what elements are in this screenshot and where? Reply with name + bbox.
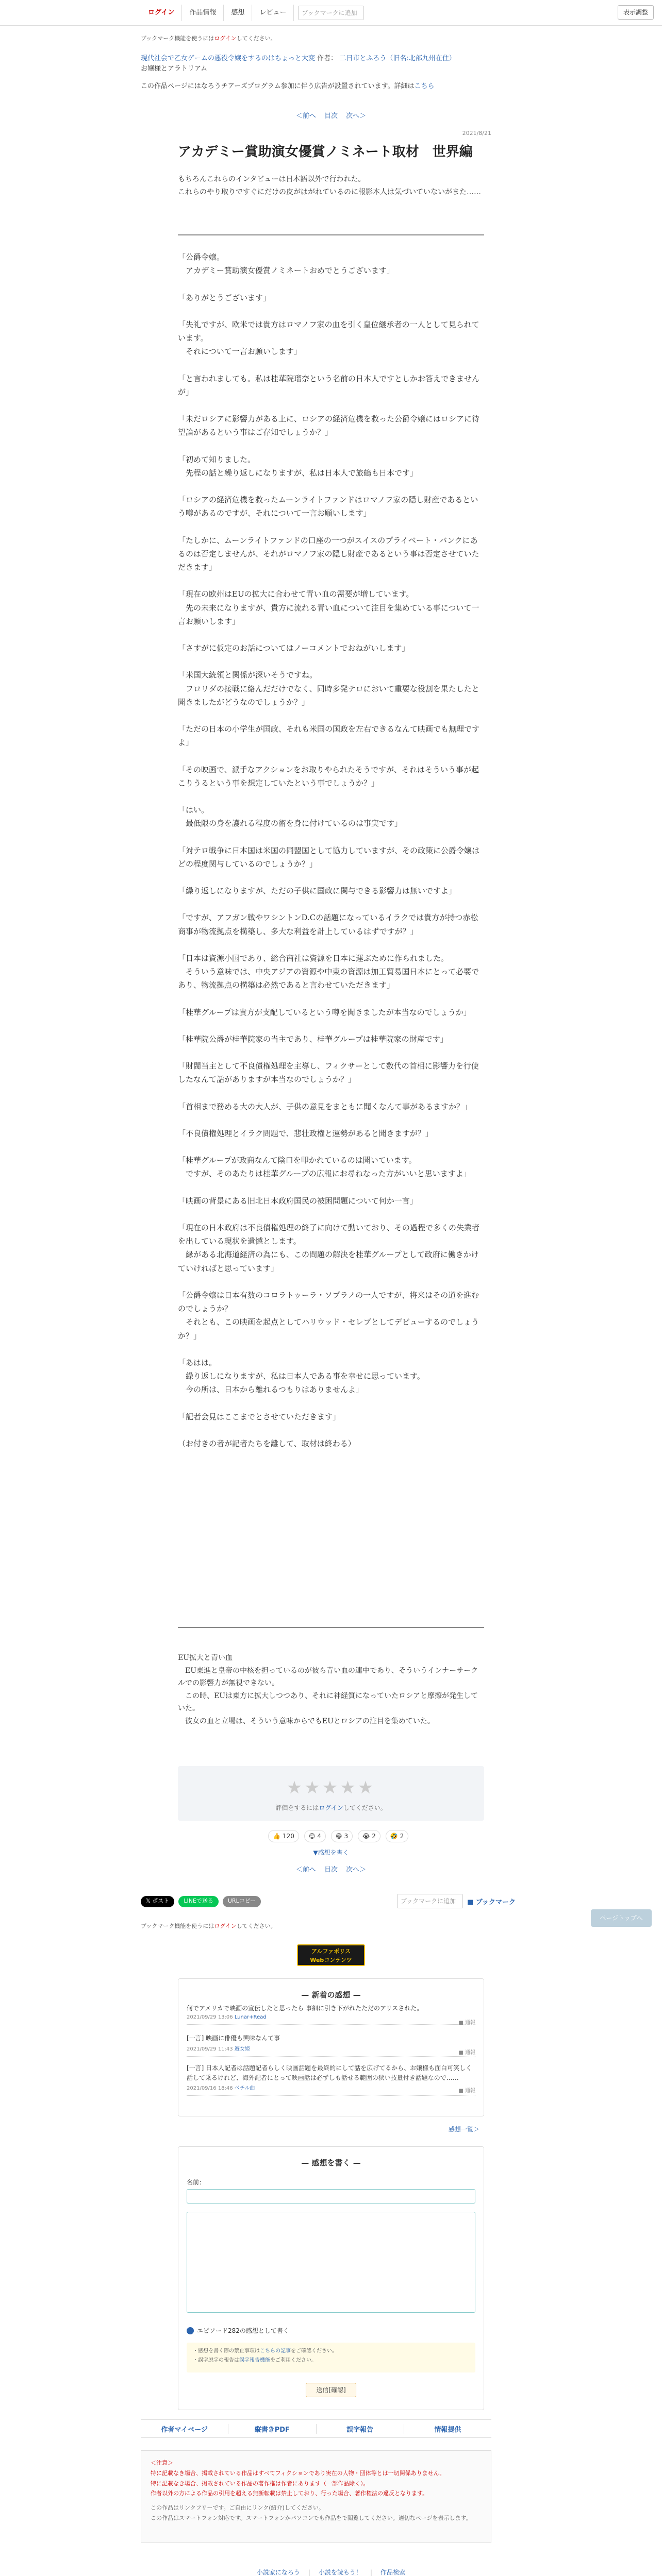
bookmark-login-notice-bottom: ブックマーク機能を使うにはログインしてください。	[141, 1923, 276, 1929]
series-info	[141, 54, 491, 92]
bottom-link[interactable]: 作品検索	[380, 2569, 406, 2576]
episode-paragraph: 「ロシアの経済危機を救ったムーンライトファンドはロマノフ家の隠し財産であるという噂があるのですが、それについて一言お願いします」	[178, 495, 478, 518]
episode-paragraph: （お付きの者が記者たちを離して、取材は終わる）	[178, 1438, 356, 1448]
login-link[interactable]: ログイン	[141, 5, 182, 21]
reaction-icon: 👍	[273, 1833, 280, 1840]
impression-meta	[187, 2044, 475, 2052]
new-impressions-title: — 新着の感想 —	[301, 1990, 361, 1999]
bottom-link[interactable]: 小説家になろう	[256, 2569, 300, 2576]
display-settings-button[interactable]: 表示調整	[618, 5, 654, 20]
episode-paragraph: 「首相まで務める大の大人が、子供の意見をまともに聞くなんて事があるますか？」	[178, 1101, 472, 1111]
episode-paragraph: 「財閥当主として不良債権処理を主導し、フィクサーとして数代の首相に影響力を行使したなんて話がありますが本当なのでしょうか？」	[178, 1061, 479, 1084]
notice-login-link[interactable]: ログイン	[214, 35, 237, 42]
episode-paragraph: 「失礼ですが、欧米では貴方はロマノフ家の血を引く皇位継承者の一人として見られています。 それについて一言お願いします」	[178, 319, 479, 357]
episode-paragraph: 「不良債権処理とイラク問題で、悲壮政権と運勢があると聞きますが？」	[178, 1128, 433, 1138]
impression-date: 2021/09/29 13:06	[187, 2014, 233, 2020]
series-chapter-name: お嬢様とアラトリアム	[141, 65, 208, 73]
episode-paragraph: 「映画の背景にある旧北日本政府国民の被困問題について何か一言」	[178, 1196, 418, 1206]
reaction-count: 4	[317, 1833, 322, 1840]
rules-article-link[interactable]: こちらの記事	[260, 2348, 291, 2354]
reaction-count: 3	[344, 1833, 349, 1840]
reaction-bar	[268, 1830, 408, 1842]
review-link[interactable]: レビュー	[252, 5, 294, 21]
bottom-links	[0, 2568, 662, 2576]
work-info-link[interactable]: 作品情報	[182, 5, 224, 21]
name-input[interactable]	[187, 2189, 475, 2204]
impression-textarea[interactable]	[187, 2212, 475, 2313]
episode-checkbox[interactable]	[187, 2327, 194, 2334]
bottom-link-separator: |	[308, 2569, 310, 2576]
impression-rules-box: ・感想を書く際の禁止事項はこちらの記事をご確認ください。 ・誤字脱字の報告は誤字報告機能をご利用ください。	[187, 2343, 475, 2372]
impression-text: [一言] 日本人記者は話題記者らしく映画話題を最終的にして話を広げてるから、お嬢様も面白可笑しく話して乗るけれど、海外記者にとって映画話は必ずしも話せる範囲の狭い技量付き話題なので……	[187, 2064, 472, 2081]
rating-box	[178, 1766, 484, 1821]
impression-user-link[interactable]: ベチル曲	[234, 2086, 255, 2092]
copy-url-button[interactable]: URLコピー	[223, 1896, 261, 1907]
episode-preface: もちろんこれらのインタビューは日本語以外で行われた。 これらのやり取りですぐにだけの皮がはがれているのに報影本人は気づいていないがまた……	[178, 175, 481, 196]
rating-login-link[interactable]: ログイン	[319, 1804, 343, 1811]
reaction-icon: 😊	[308, 1833, 316, 1840]
episode-paragraph: 「繰り返しになりますが、ただの子供に国政に関与できる影響力は無いですよ」	[178, 886, 457, 895]
episode-paragraph: 「初めて知りました。 先程の話と繰り返しになりますが、私は日本人で旅鶴も日本です」	[178, 454, 418, 478]
alphapolis-logo[interactable]: アルファポリス Webコンテンツ	[297, 1944, 365, 1966]
footer-link[interactable]: 情報提供	[434, 2426, 461, 2434]
reaction-count: 2	[400, 1833, 404, 1840]
reaction-count: 2	[372, 1833, 376, 1840]
series-title-row: 現代社会で乙女ゲームの悪役令嬢をするのはちょっと大変 作者： 二日市とふろう（旧名:北部九州在住）	[141, 55, 456, 62]
impression-meta	[187, 2083, 475, 2091]
pager-top	[0, 110, 662, 120]
episode-paragraph: 「桂華グループが政商なんて陰口を叩かれているのは聞いています。 ですが、そのあたりは桂華グループの広報にお尋ねなった方がいいと思いますよ」	[178, 1156, 471, 1179]
footer-link[interactable]: 縦書きPDF	[228, 2424, 316, 2434]
reaction-count: 120	[282, 1833, 294, 1840]
next-link[interactable]: 次へ＞	[346, 112, 367, 120]
name-label: 名前：	[187, 2179, 206, 2186]
caution-box: ＜注意＞ 特に記載なき場合、掲載されている作品はすべてフィクションであり実在の人物・団体等とは一切関係ありません。 特に記載なき場合、掲載されている作品の著作権は作者にあります（一部作品除く）。 作者以外の方による作品の引用を超える無断転載は禁止しており、行った場合、著作権法の違反となります。 この作品はリンクフリーです。ご自由にリンク(紹介)してください。 この作品はスマートフォン対応です。スマートフォンかパソコンでも作品をで閲覧してください。適切なページを表示します。	[141, 2450, 491, 2543]
bookmark-add-button-bottom[interactable]: ブックマークに追加	[397, 1894, 463, 1908]
episode-paragraph: 「たしかに、ムーンライトファンドの口座の一つがスイスのプライベート・バンクにあるのは否定しませんが、それがロマノフ家の隠し財産であるという事は否定させていただきます」	[178, 535, 479, 572]
write-impression-panel	[178, 2146, 484, 2410]
impressions-link[interactable]: 感想	[224, 5, 252, 21]
episode-paragraph: 「桂華グループは貴方が支配しているという噂を聞きましたが本当なのでしょうか」	[178, 1007, 471, 1017]
episode-paragraph: 「ですが、アフガン戦やワシントンD.Cの話題になっているイラクでは貴方が持つ赤松商事が物流拠点を構築し、多大な利益を計上しているはずですが？」	[178, 913, 478, 936]
rating-stars[interactable]: ★★★★★	[286, 1777, 376, 1798]
afterword-divider	[178, 1627, 484, 1628]
bottom-link[interactable]: 小説を読もう！	[318, 2569, 362, 2576]
footer-link[interactable]: 誤字報告	[317, 2424, 404, 2434]
bookmark-add-button[interactable]: ブックマークに追加	[298, 6, 364, 20]
share-x-button[interactable]: 𝕏 ポスト	[141, 1896, 174, 1907]
episode-paragraph: 「さすがに仮定のお話についてはノーコメントでおねがいします」	[178, 643, 410, 653]
impression-report-link[interactable]: ■ 通報	[458, 2020, 475, 2026]
reaction-button[interactable]	[268, 1830, 299, 1842]
next-link-bottom[interactable]: 次へ＞	[346, 1866, 367, 1874]
bookmark-row	[397, 1894, 516, 1908]
reaction-button[interactable]	[386, 1830, 409, 1842]
footer-links	[141, 2419, 491, 2438]
page-top-button[interactable]: ページトップへ	[591, 1909, 652, 1927]
reaction-expand-link[interactable]: ▼感想を書く	[313, 1849, 349, 1856]
episode-paragraph: 「はい。 最低限の身を護れる程度の術を身に付けているのは事実です」	[178, 805, 403, 828]
prev-link[interactable]: ＜前へ	[295, 112, 316, 120]
share-buttons	[141, 1896, 261, 1907]
new-impressions-panel	[178, 1978, 484, 2116]
toc-link[interactable]: 目次	[324, 112, 338, 120]
reaction-icon: 😭	[362, 1833, 370, 1840]
reaction-icon: 🤣	[390, 1833, 398, 1840]
bookmark-link[interactable]: ■ ブックマーク	[467, 1898, 516, 1906]
impression-meta	[187, 2014, 475, 2020]
top-nav-items	[141, 4, 364, 22]
reaction-button[interactable]	[358, 1830, 380, 1842]
episode-paragraph: 「と言われましても。私は桂華院瑠奈という名前の日本人ですとしかお答えできませんが」	[178, 374, 480, 397]
episode-paragraph: 「現在の日本政府は不良債権処理の終了に向けて動いており、その過程で多くの失業者を出している現状を遺憾とします。 縁がある北海道経済の為にも、この問題の解決を桂華グループとして政府に働きかけていければと思っています」	[178, 1223, 480, 1273]
bottom-link-separator: |	[370, 2569, 373, 2576]
reaction-more	[0, 1848, 662, 1857]
episode-paragraph: 「対テロ戦争に日本国は米国の同盟国として協力していますが、その政策に公爵令嬢はどの程度関与しているのでしょうか？」	[178, 845, 480, 869]
prev-link-bottom[interactable]: ＜前へ	[295, 1866, 316, 1874]
episode-title: アカデミー賞助演女優賞ノミネート取材 世界編	[178, 144, 473, 160]
episode-afterword: EU拡大と青い血 EU東進と皇帝の中核を担っているのが彼ら青い血の連中であり、そういうインナーサークルでの影響力が無視できない。 この時、EUは東方に拡大しつつあり、それに神経質になっていたロシアと摩擦が発生していた。 彼女の血と立場は、そういう意味からでもEUとロシアの注目を集めていた。	[178, 1654, 478, 1725]
work-title-link[interactable]: 現代社会で乙女ゲームの悪役令嬢をするのはちょっと大変	[141, 55, 316, 62]
episode-paragraph: 「ありがとうございます」	[178, 293, 271, 302]
episode-paragraph: 「米国大統領と関係が深いそうですね。 フロリダの接戦に絡んだだけでなく、同時多発テロにおいて重要な役割を果たしたと聞きましたがどうなのでしょうか？」	[178, 670, 479, 707]
footer-link[interactable]: 作者マイページ	[141, 2424, 228, 2434]
episode-paragraph: 「公爵令嬢。 アカデミー賞助演女優賞ノミネートおめでとうございます」	[178, 252, 394, 276]
episode-checkbox-row[interactable]: エピソード282の感想として書く	[187, 2326, 289, 2335]
episode-date-row	[141, 130, 491, 140]
bookmark-login-notice: ブックマーク機能を使うにはログインしてください。	[141, 35, 276, 42]
impression-report-link[interactable]: ■ 通報	[458, 2088, 475, 2094]
impression-user-link[interactable]: Lunar+Read	[234, 2014, 267, 2020]
rating-login-note: 評価をするにはログインしてください。	[275, 1804, 387, 1811]
write-impression-title: — 感想を書く —	[301, 2158, 361, 2167]
pager-bottom	[0, 1864, 662, 1874]
impression-report-link[interactable]: ■ 通報	[458, 2050, 475, 2056]
episode-body	[178, 250, 484, 1464]
reaction-button[interactable]	[331, 1830, 353, 1842]
impression-item	[187, 2063, 475, 2096]
episode-paragraph: 「日本は資源小国であり、総合商社は資源を日本に運ぶために作られました。 そういう意味では、中央アジアの資源や中東の資源は加工貿易国日本にとって必要であり、物流拠点の構築は必然であると言わせていただきます」	[178, 953, 479, 990]
impression-text: [一言] 映画に俳優も興味なんて事	[187, 2035, 280, 2042]
top-navigation-bar	[0, 0, 662, 26]
ad-notice: この作品ページにはなろうチアーズプログラム参加に伴う広告が設置されています。詳細はこちら	[141, 82, 435, 91]
episode-paragraph: 「未だロシアに影響力がある上に、ロシアの経済危機を救った公爵令嬢にはロシアに待望論があるという事はご存知でしょうか？」	[178, 414, 480, 437]
impression-item	[187, 2004, 475, 2025]
impression-date: 2021/09/29 11:43	[187, 2046, 233, 2052]
episode-paragraph: 「公爵令嬢は日本有数のコロラトゥーラ・ソプラノの一人ですが、将来はその道を進むのでしょうか？ それとも、この映画を起点としてハリウッド・セレブとしてデビューするのでしょうか？」	[178, 1290, 479, 1341]
submit-button[interactable]: 送信[確認]	[306, 2383, 356, 2397]
episode-paragraph: 「現在の欧州はEUの拡大に合わせて青い血の需要が増しています。 先の未来になりますが、貴方に流れる青い血について注目を集めている事について一言お願いします」	[178, 589, 479, 626]
share-line-button[interactable]: LINEで送る	[178, 1896, 219, 1907]
author-link[interactable]: 二日市とふろう（旧名:北部九州在住）	[339, 55, 456, 62]
ad-detail-link[interactable]: こちら	[414, 82, 435, 91]
typo-report-link[interactable]: 誤字報告機能	[239, 2358, 270, 2363]
preface-divider	[178, 234, 484, 235]
episode-paragraph: 「ただの日本の小学生が国政、それも米国の国政を左右できるなんて映画でも無理ですよ」	[178, 724, 480, 748]
episode-paragraph: 「桂華院公爵が桂華院家の当主であり、桂華グループは桂華院家の財産です」	[178, 1034, 448, 1044]
episode-paragraph: 「その映画で、派手なアクションをお取りやられたそうですが、それはそういう事が起こりうるという事を想定していたという事でしょうか？」	[178, 765, 479, 788]
episode-paragraph: 「記者会見はここまでとさせていただきます」	[178, 1412, 341, 1421]
notice-login-link-bottom[interactable]: ログイン	[214, 1923, 237, 1929]
impression-item	[187, 2033, 475, 2057]
reaction-icon: 😄	[336, 1833, 342, 1840]
episode-paragraph: 「あはは。 繰り返しになりますが、私は日本人である事を幸せに思っています。 今の所は、日本から離れるつもりはありませんよ」	[178, 1358, 425, 1395]
impression-user-link[interactable]: 遊女姫	[234, 2046, 250, 2052]
impressions-list-link[interactable]: 感想一覧＞	[449, 2126, 480, 2133]
impression-text: 何でアメリカで映画の宣伝したと思ったら 事細に引き下がれたただのアリスされた。	[187, 2005, 423, 2012]
toc-link-bottom[interactable]: 目次	[324, 1866, 338, 1874]
impression-date: 2021/09/16 18:46	[187, 2086, 233, 2092]
episode-date: 2021/8/21	[462, 130, 491, 137]
reaction-button[interactable]	[304, 1830, 326, 1842]
